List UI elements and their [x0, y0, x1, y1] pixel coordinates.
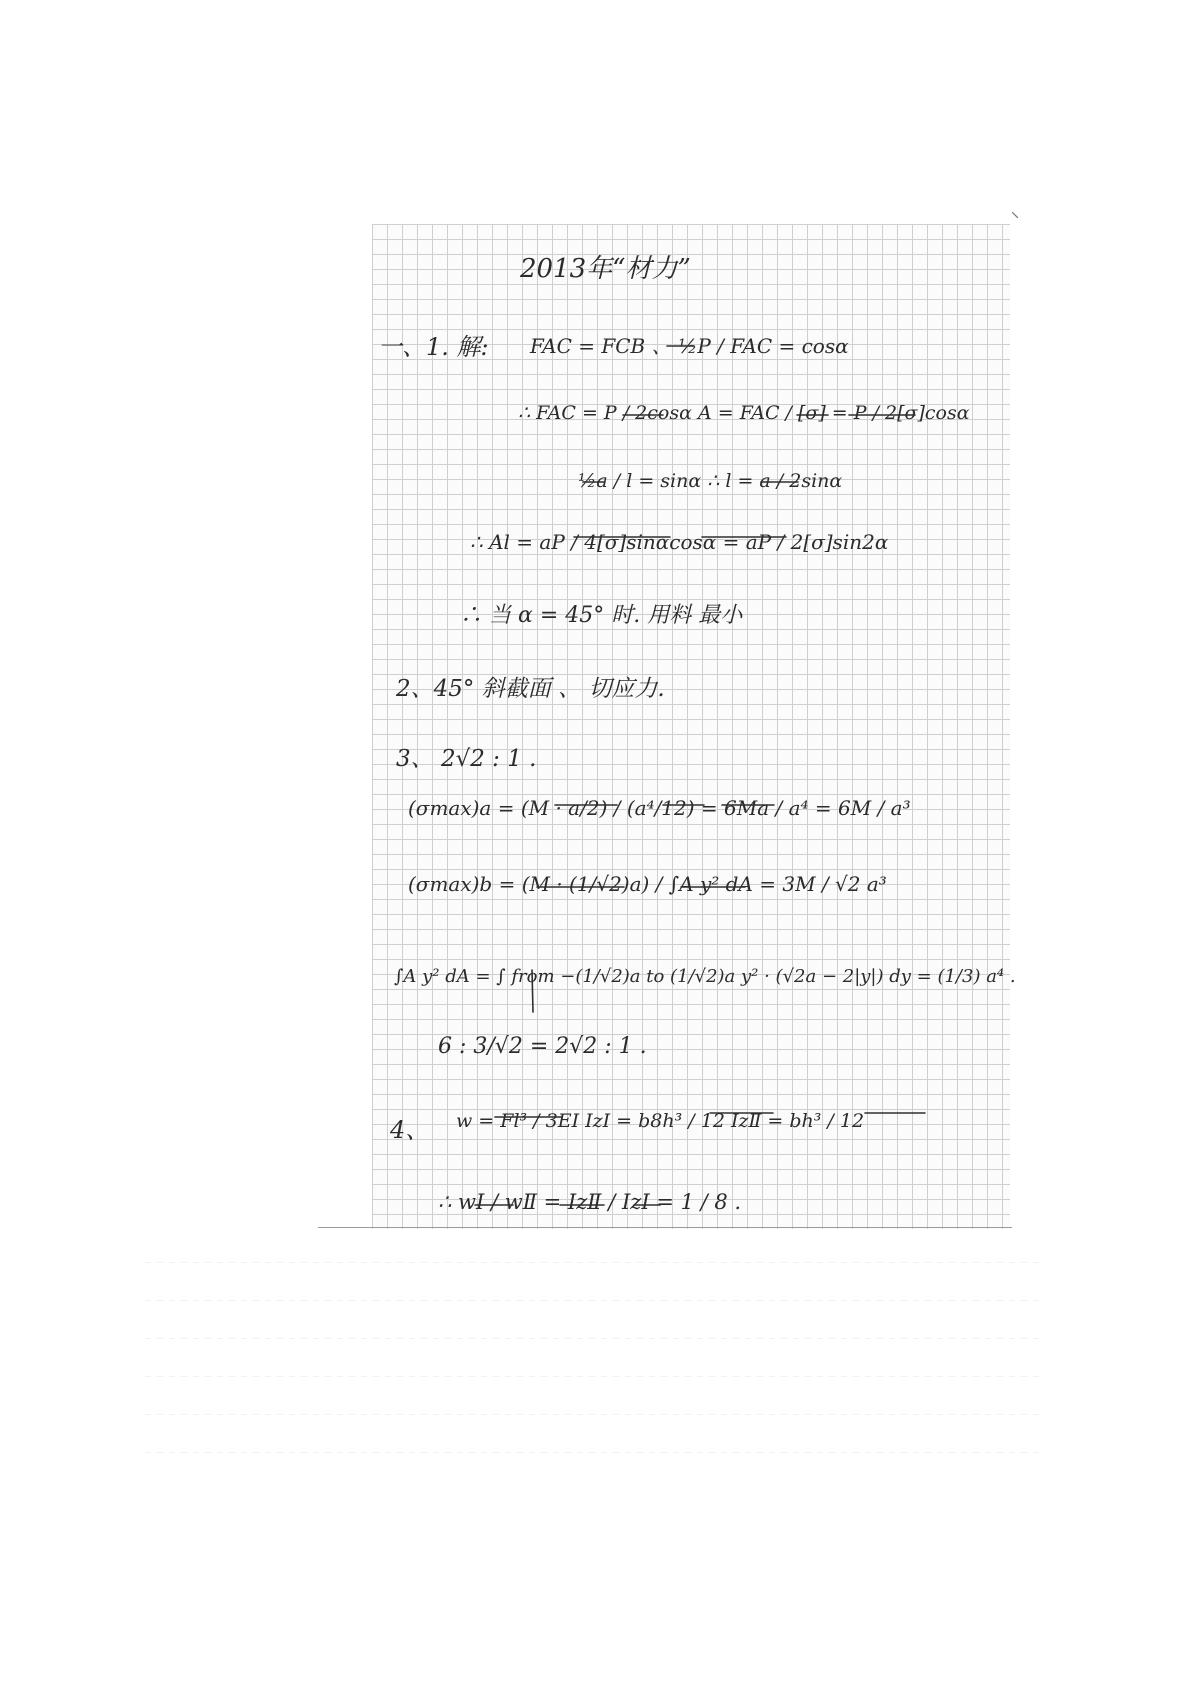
- q4-line-2: ∴ wⅠ / wⅡ = IzⅡ / IzⅠ = 1 / 8 .: [438, 1190, 742, 1214]
- q3-line-3: ∫A y² dA = ∫ from −(1/√2)a to (1/√2)a y² · (√2a − 2|y|) dy = (1/3) a⁴ .: [394, 966, 1016, 987]
- q1-line-4: ∴ Al = aP / 4[σ]sinαcosα = aP / 2[σ]sin2α: [470, 530, 889, 554]
- q4-label: 4、: [390, 1116, 430, 1144]
- q1-conclusion: ∴ 当 α = 45° 时. 用料 最小: [460, 603, 743, 628]
- q2-answer: 2、45° 斜截面 、 切应力.: [396, 676, 665, 702]
- q1-line-1: FAC = FCB 、 ½P / FAC = cosα: [530, 334, 849, 358]
- q3-line-4: 6 : 3/√2 = 2√2 : 1 .: [438, 1034, 647, 1059]
- q3-line-2: (σmax)b = (M · (1/√2)a) / ∫A y² dA = 3M / √2 a³: [408, 872, 887, 896]
- q1-label: 一、1. 解:: [378, 333, 489, 361]
- q1-line-2: ∴ FAC = P / 2cosα A = FAC / [σ] = P / 2[σ]cosα: [518, 402, 970, 424]
- q1-line-3: ½a / l = sinα ∴ l = a / 2sinα: [578, 470, 843, 492]
- page-title: 2013年“材力”: [520, 254, 691, 284]
- q4-line-1: w = Fl³ / 3EI IzⅠ = b8h³ / 12 IzⅡ = bh³ / 12: [456, 1110, 865, 1132]
- q3-line-1: (σmax)a = (M · a/2) / (a⁴/12) = 6Ma / a⁴ = 6M / a³: [408, 796, 911, 820]
- q3-label: 3、 2√2 : 1 .: [396, 746, 537, 772]
